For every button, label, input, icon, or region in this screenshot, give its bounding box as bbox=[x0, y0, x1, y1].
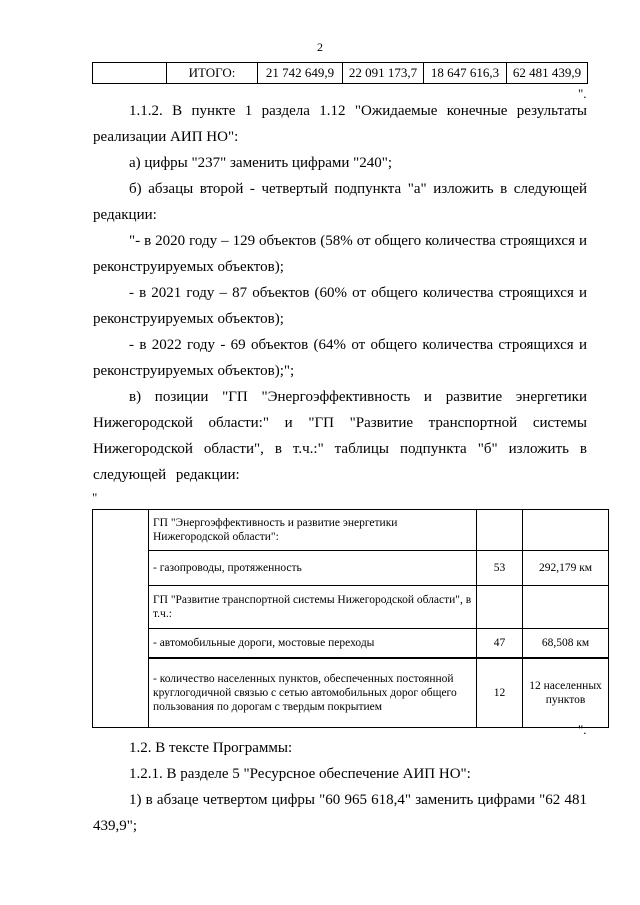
table-row bbox=[93, 658, 609, 728]
indicator-qty: 12 bbox=[477, 658, 523, 728]
indicators-empty-column bbox=[93, 510, 149, 728]
total-row bbox=[93, 63, 588, 84]
paragraph-2021: - в 2021 году – 87 объектов (60% от общего количества строящихся и реконструируемых объектов); bbox=[93, 285, 587, 327]
total-value-4: 62 481 439,9 bbox=[507, 63, 588, 84]
indicator-name: - автомобильные дороги, мостовые переходы bbox=[149, 629, 477, 659]
paragraph-1-1-2: 1.1.2. В пункте 1 раздела 1.12 "Ожидаемые конечные результаты реализации АИП НО": bbox=[93, 103, 587, 145]
indicator-value bbox=[523, 586, 609, 629]
table-row bbox=[93, 551, 609, 586]
paragraph-2022: - в 2022 году - 69 объектов (64% от общего количества строящихся и реконструируемых объектов);"; bbox=[93, 337, 587, 379]
paragraph-a: а) цифры "237" заменить цифрами "240"; bbox=[129, 155, 393, 171]
indicator-value: 12 населенных пунктов bbox=[523, 658, 609, 728]
paragraph-1-2-1: 1.2.1. В разделе 5 "Ресурсное обеспечение АИП НО": bbox=[129, 766, 471, 782]
paragraph-v: в) позиции "ГП "Энергоэффективность и развитие энергетики Нижегородской области:" и "ГП "Развитие транспортной системы Нижегородской области", в т.ч.:" таблицы подпункта "б" изложить в следующей редакции: bbox=[93, 389, 587, 483]
indicator-name: ГП "Развитие транспортной системы Нижегородской области", в т.ч.: bbox=[149, 586, 477, 629]
indicator-value: 68,508 км bbox=[523, 629, 609, 659]
paragraph-2020: "- в 2020 году – 129 объектов (58% от общего количества строящихся и реконструируемых объектов); bbox=[93, 233, 587, 275]
page-number: 2 bbox=[317, 40, 323, 54]
indicator-name: - количество населенных пунктов, обеспеченных постоянной круглогодичной связью с сетью автомобильных дорог общего пользования по дорогам с твердым покрытием bbox=[149, 658, 477, 728]
total-label: ИТОГО: bbox=[167, 63, 258, 84]
table-open-quote: " bbox=[92, 490, 98, 505]
indicator-qty bbox=[477, 510, 523, 551]
indicator-qty: 53 bbox=[477, 551, 523, 586]
table-close-quote: ". bbox=[578, 722, 587, 737]
indicator-name: ГП "Энергоэффективность и развитие энергетики Нижегородской области": bbox=[149, 510, 477, 551]
total-value-1: 21 742 649,9 bbox=[258, 63, 343, 84]
paragraph-b: б) абзацы второй - четвертый подпункта "а" изложить в следующей редакции: bbox=[93, 181, 587, 223]
indicator-name: - газопроводы, протяженность bbox=[149, 551, 477, 586]
paragraph-1-2: 1.2. В тексте Программы: bbox=[129, 740, 293, 756]
indicator-value: 292,179 км bbox=[523, 551, 609, 586]
indicator-value bbox=[523, 510, 609, 551]
table-row bbox=[93, 629, 609, 659]
table-row bbox=[93, 510, 609, 551]
total-empty-cell bbox=[93, 63, 167, 84]
indicator-qty: 47 bbox=[477, 629, 523, 659]
total-value-3: 18 647 616,3 bbox=[424, 63, 507, 84]
total-table bbox=[92, 62, 588, 84]
total-closing-quote: ". bbox=[578, 86, 587, 101]
table-row bbox=[93, 586, 609, 629]
paragraph-1: 1) в абзаце четвертом цифры "60 965 618,4" заменить цифрами "62 481 439,9"; bbox=[93, 792, 587, 834]
indicators-table bbox=[92, 509, 609, 728]
indicator-qty bbox=[477, 586, 523, 629]
total-value-2: 22 091 173,7 bbox=[343, 63, 424, 84]
